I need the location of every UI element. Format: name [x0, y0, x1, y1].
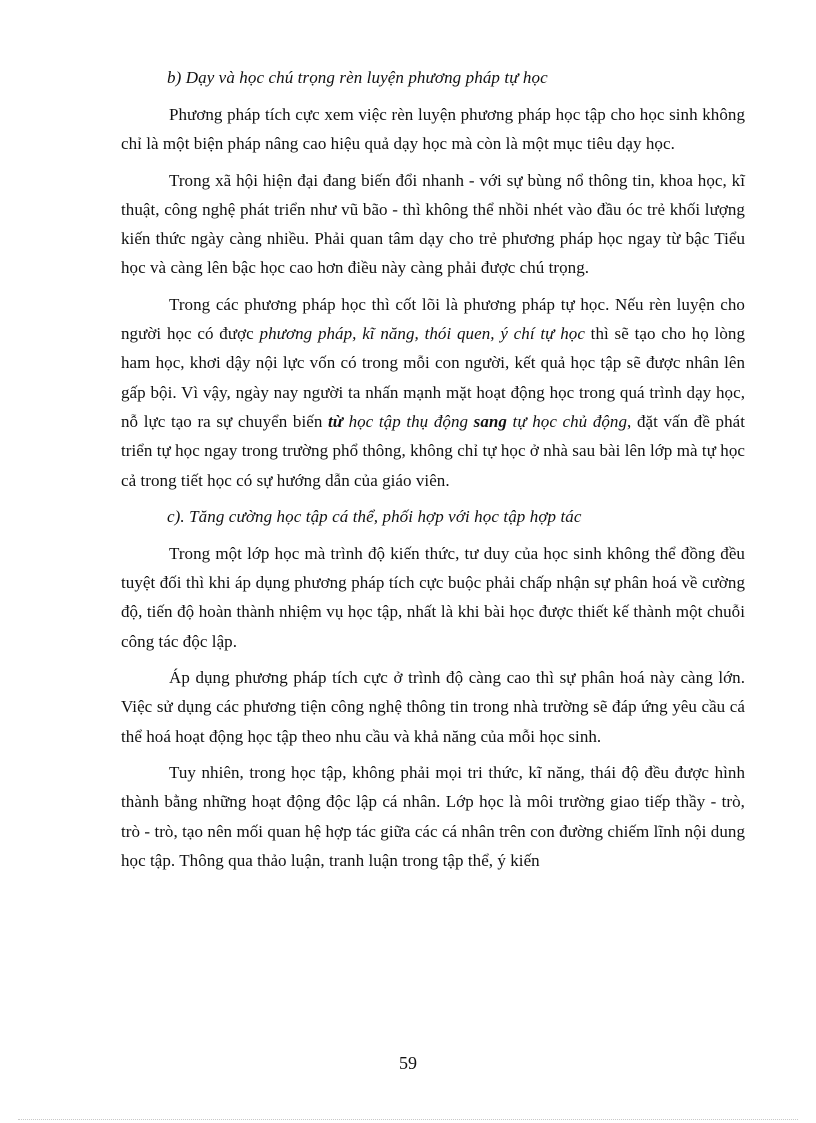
section-b-paragraph-3 [121, 290, 745, 495]
p3-bold-tu: từ [327, 411, 343, 431]
page-number: 59 [399, 1053, 417, 1073]
p3-text-1: Trong các phương pháp học thì cốt lõi là phương pháp tự học. Nếu rèn luyện cho người học có được [121, 294, 745, 344]
p3-text-2: thì sẽ tạo cho họ lòng ham học, khơi dậy nội lực vốn có trong mỗi con người, kết quả học tập sẽ được nhân lên gấp bội. Vì vậy, ngày nay người ta nhấn mạnh mặt hoạt động học trong quá trình dạy học, nỗ lực tạo ra sự chuyển biến [121, 324, 745, 431]
page-body [121, 63, 745, 882]
p3-italic-1: phương pháp, kĩ năng, thói quen, ý chí tự học [259, 324, 585, 344]
p3-italic-3: tự học chủ động [506, 411, 628, 431]
p3-italic-2: học tập thụ động [342, 411, 474, 431]
section-b-paragraph-2: Trong xã hội hiện đại đang biến đổi nhanh - với sự bùng nổ thông tin, khoa học, kĩ thuật, công nghệ phát triển như vũ bão - thì không thể nhồi nhét vào đầu óc trẻ khối lượng kiến thức ngày càng nhiều. Phải quan tâm dạy cho trẻ phương pháp học ngay từ bậc Tiểu học và càng lên bậc học cao hơn điều này càng phải được chú trọng. [121, 170, 745, 278]
section-c-heading: c). Tăng cường học tập cá thể, phối hợp với học tập hợp tác [167, 506, 582, 526]
section-b-heading: b) Dạy và học chú trọng rèn luyện phương pháp tự học [167, 68, 548, 87]
section-b-paragraph-1: Phương pháp tích cực xem việc rèn luyện phương pháp học tập cho học sinh không chỉ là một biện pháp nâng cao hiệu quả dạy học mà còn là một mục tiêu dạy học. [121, 105, 745, 154]
p3-bold-sang: sang [473, 411, 507, 431]
section-c-paragraph-2: Áp dụng phương pháp tích cực ở trình độ càng cao thì sự phân hoá này càng lớn. Việc sử dụng các phương tiện công nghệ thông tin trong nhà trường sẽ đáp ứng yêu cầu cá thể hoá hoạt động học tập theo nhu cầu và khả năng của mỗi học sinh. [121, 668, 745, 746]
section-c-paragraph-3: Tuy nhiên, trong học tập, không phải mọi tri thức, kĩ năng, thái độ đều được hình thành bằng những hoạt động độc lập cá nhân. Lớp học là môi trường giao tiếp thầy - trò, trò - trò, tạo nên mối quan hệ hợp tác giữa các cá nhân trên con đường chiếm lĩnh nội dung học tập. Thông qua thảo luận, tranh luận trong tập thể, ý kiến [121, 762, 745, 870]
p3-text-3: , đặt vấn đề phát triển tự học ngay trong trường phổ thông, không chỉ tự học ở nhà sau bài lên lớp mà tự học cả trong tiết học có sự hướng dẫn của giáo viên. [121, 411, 745, 490]
section-c-paragraph-1: Trong một lớp học mà trình độ kiến thức, tư duy của học sinh không thể đồng đều tuyệt đối thì khi áp dụng phương pháp tích cực buộc phải chấp nhận sự phân hoá về cường độ, tiến độ hoàn thành nhiệm vụ học tập, nhất là khi bài học được thiết kế thành một chuỗi công tác độc lập. [121, 543, 745, 651]
page-divider [18, 1119, 798, 1120]
